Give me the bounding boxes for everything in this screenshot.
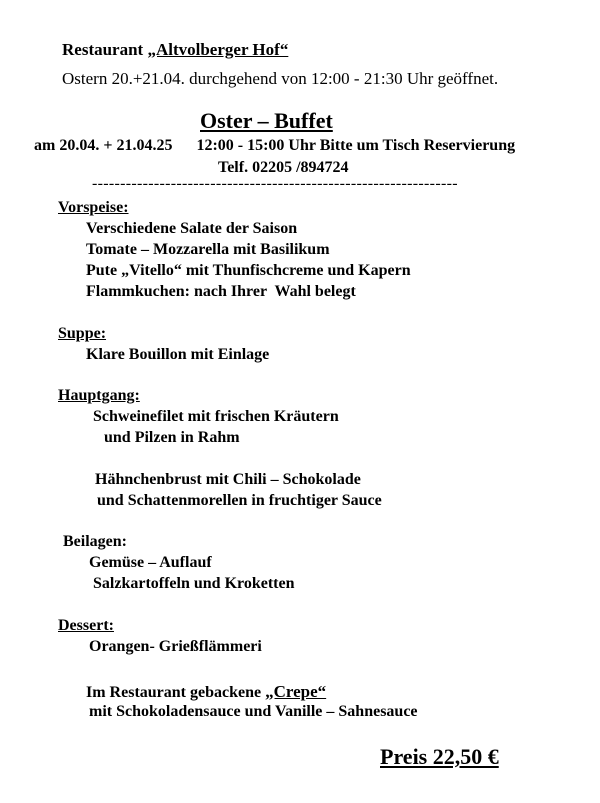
section-heading-vorspeise: Vorspeise: (58, 199, 129, 216)
crepe-prefix: Im Restaurant gebackene (86, 684, 266, 701)
crepe-name: „Crepe“ (265, 682, 327, 701)
buffet-dates-line: am 20.04. + 21.04.25 12:00 - 15:00 Uhr Bitte um Tisch Reservierung (34, 137, 516, 154)
menu-item: Hähnchenbrust mit Chili – Schokolade (95, 471, 361, 488)
restaurant-name: „Altvolberger Hof“ (147, 40, 289, 59)
menu-item: Gemüse – Auflauf (89, 554, 212, 571)
menu-item: Tomate – Mozzarella mit Basilikum (86, 241, 330, 258)
menu-item: Schweinefilet mit frischen Kräutern (93, 408, 339, 425)
crepe-line (86, 683, 326, 701)
divider-line: ----------------------------------------------------------------- (92, 175, 458, 192)
crepe-sauce-line: mit Schokoladensauce und Vanille – Sahnesauce (89, 703, 418, 720)
section-heading-dessert: Dessert: (58, 617, 114, 634)
menu-item: Salzkartoffeln und Kroketten (93, 575, 295, 592)
menu-item: Verschiedene Salate der Saison (86, 220, 298, 237)
menu-item: und Pilzen in Rahm (104, 429, 240, 446)
easter-opening-hours: Ostern 20.+21.04. durchgehend von 12:00 - 21:30 Uhr geöffnet. (62, 69, 499, 88)
restaurant-prefix: Restaurant (62, 40, 148, 59)
phone-number: Telf. 02205 /894724 (218, 159, 349, 176)
section-heading-suppe: Suppe: (58, 325, 107, 342)
section-heading-beilagen: Beilagen: (63, 533, 127, 550)
menu-item: Pute „Vitello“ mit Thunfischcreme und Kapern (86, 262, 411, 279)
menu-item: Klare Bouillon mit Einlage (86, 346, 270, 363)
buffet-title: Oster – Buffet (200, 108, 333, 133)
menu-item: Orangen- Grießflämmeri (89, 638, 262, 655)
menu-item: und Schattenmorellen in fruchtiger Sauce (97, 492, 382, 509)
menu-item: Flammkuchen: nach Ihrer Wahl belegt (86, 283, 356, 300)
restaurant-name-line (62, 41, 288, 58)
price: Preis 22,50 € (380, 744, 499, 769)
section-heading-hauptgang: Hauptgang: (58, 387, 140, 404)
